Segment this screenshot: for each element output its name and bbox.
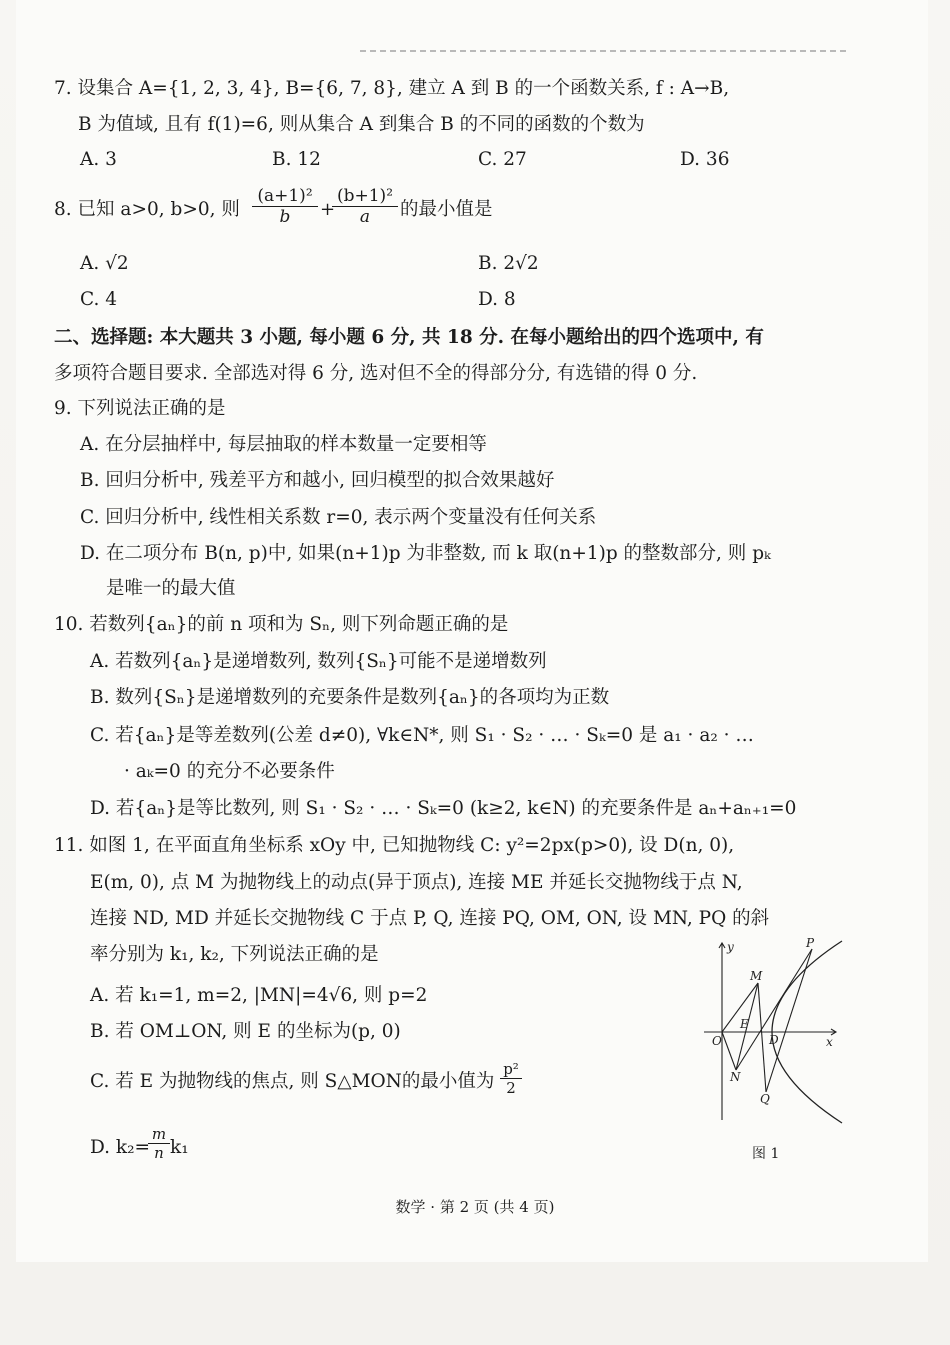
q11-c-numerator: p² [500, 1060, 522, 1079]
q11-option-b: B. 若 OM⊥ON, 则 E 的坐标为(p, 0) [90, 1021, 401, 1042]
q8-fraction-2 [332, 186, 398, 227]
page-footer: 数学 · 第 2 页 (共 4 页) [395, 1198, 555, 1216]
q8-frac2-denominator: a [359, 207, 371, 227]
q7-option-d: D. 36 [680, 149, 730, 170]
q11-line3: 连接 ND, MD 并延长交抛物线 C 于点 P, Q, 连接 PQ, OM, ON, 设 MN, PQ 的斜 [90, 908, 770, 929]
q8-suffix: 的最小值是 [400, 199, 493, 220]
label-q: Q [760, 1092, 770, 1106]
q8-option-b: B. 2√2 [478, 253, 539, 274]
label-e: E [740, 1017, 749, 1031]
q9-option-d-line1: D. 在二项分布 B(n, p)中, 如果(n+1)p 为非整数, 而 k 取(n+1)p 的整数部分, 则 pₖ [80, 543, 771, 564]
q8-plus: + [320, 199, 336, 220]
q7-option-b: B. 12 [272, 149, 321, 170]
label-y: y [727, 940, 734, 954]
line-np [736, 949, 812, 1070]
q7-option-a: A. 3 [80, 149, 117, 170]
header-dashes [360, 50, 846, 52]
q11-line2: E(m, 0), 点 M 为抛物线上的动点(异于顶点), 连接 ME 并延长交抛物线于点 N, [90, 872, 743, 893]
q11-option-c-prefix: C. 若 E 为抛物线的焦点, 则 S△MON的最小值为 [90, 1071, 495, 1092]
q11-option-d-prefix: D. k₂= [90, 1137, 151, 1158]
q11-c-denominator: 2 [506, 1079, 516, 1097]
q9-option-b: B. 回归分析中, 残差平方和越小, 回归模型的拟合效果越好 [80, 470, 555, 491]
q9-option-a: A. 在分层抽样中, 每层抽取的样本数量一定要相等 [80, 434, 487, 455]
q7-option-c: C. 27 [478, 149, 527, 170]
q8-frac1-denominator: b [279, 207, 291, 227]
label-p: P [806, 936, 815, 950]
q11-option-d-fraction [148, 1125, 170, 1162]
label-o: O [712, 1034, 722, 1048]
q8-frac2-numerator: (b+1)² [332, 186, 398, 207]
q10-option-d: D. 若{aₙ}是等比数列, 则 S₁ · S₂ · … · Sₖ=0 (k≥2, k∈N) 的充要条件是 aₙ+aₙ₊₁=0 [90, 798, 797, 819]
q8-option-c: C. 4 [80, 289, 118, 310]
q8-prefix: 8. 已知 a>0, b>0, 则 [54, 199, 240, 220]
label-m: M [750, 969, 763, 983]
q9-stem: 9. 下列说法正确的是 [54, 398, 226, 419]
line-on [722, 1032, 736, 1070]
q11-option-a: A. 若 k₁=1, m=2, |MN|=4√6, 则 p=2 [90, 985, 428, 1006]
q10-option-c-line2: · aₖ=0 的充分不必要条件 [124, 761, 335, 782]
label-x: x [826, 1035, 833, 1049]
q8-option-d: D. 8 [478, 289, 516, 310]
q10-option-b: B. 数列{Sₙ}是递增数列的充要条件是数列{aₙ}的各项均为正数 [90, 687, 610, 708]
q11-option-d-suffix: k₁ [170, 1137, 189, 1158]
q7-line1: 7. 设集合 A={1, 2, 3, 4}, B={6, 7, 8}, 建立 A 到 B 的一个函数关系, f : A→B, [54, 78, 730, 99]
line-mq [758, 983, 766, 1092]
q11-line4: 率分别为 k₁, k₂, 下列说法正确的是 [90, 944, 379, 965]
figure-1-caption: 图 1 [752, 1146, 780, 1162]
section2-line1: 二、选择题: 本大题共 3 小题, 每小题 6 分, 共 18 分. 在每小题给出的四个选项中, 有 [54, 327, 764, 348]
section2-line2: 多项符合题目要求. 全部选对得 6 分, 选对但不全的得部分分, 有选错的得 0 分. [54, 363, 698, 384]
label-d: D [769, 1033, 779, 1047]
label-n: N [730, 1070, 741, 1084]
q11-line1: 11. 如图 1, 在平面直角坐标系 xOy 中, 已知抛物线 C: y²=2px(p>0), 设 D(n, 0), [54, 835, 735, 856]
q9-option-d-line2: 是唯一的最大值 [106, 578, 236, 599]
q8-frac1-numerator: (a+1)² [252, 186, 318, 207]
q10-stem: 10. 若数列{aₙ}的前 n 项和为 Sₙ, 则下列命题正确的是 [54, 614, 509, 635]
q9-option-c: C. 回归分析中, 线性相关系数 r=0, 表示两个变量没有任何关系 [80, 507, 597, 528]
figure-1-parabola-diagram [700, 935, 850, 1130]
q8-fraction-1 [252, 186, 318, 227]
q11-d-denominator: n [154, 1144, 164, 1162]
q11-option-c-fraction [500, 1060, 522, 1097]
q7-line2: B 为值域, 且有 f(1)=6, 则从集合 A 到集合 B 的不同的函数的个数为 [78, 114, 645, 135]
q11-d-numerator: m [148, 1125, 170, 1144]
q8-option-a: A. √2 [80, 253, 129, 274]
q10-option-a: A. 若数列{aₙ}是递增数列, 数列{Sₙ}可能不是递增数列 [90, 651, 547, 672]
q10-option-c-line1: C. 若{aₙ}是等差数列(公差 d≠0), ∀k∈N*, 则 S₁ · S₂ · … · Sₖ=0 是 a₁ · a₂ · … [90, 725, 754, 746]
